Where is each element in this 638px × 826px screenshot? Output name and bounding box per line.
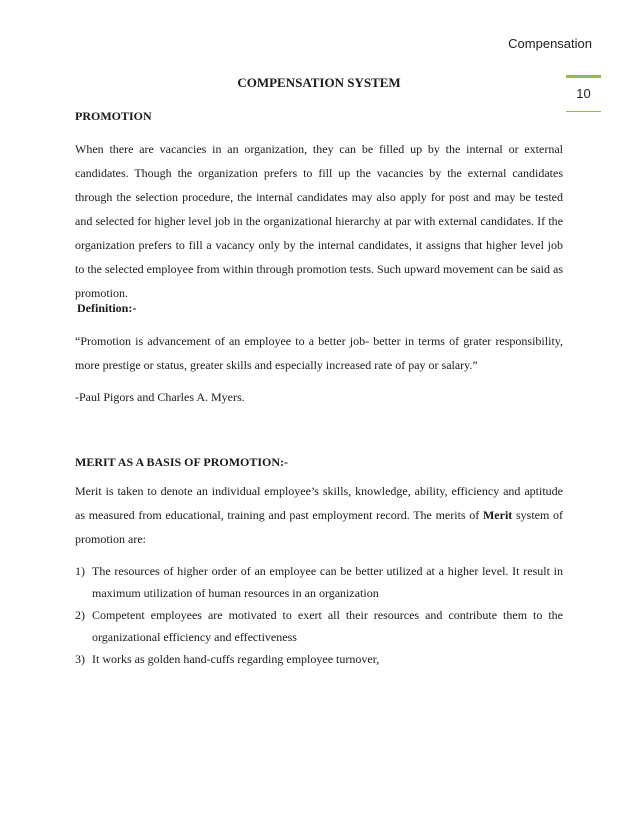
definition-quote: “Promotion is advancement of an employee to a better job- better in terms of grater responsibility, more prestige or status, greater skills and especially increased rate of pay or salary.” — [75, 334, 563, 372]
header-accent-rule-bottom — [566, 111, 601, 112]
list-item-number: 2) — [75, 608, 85, 622]
document-title: COMPENSATION SYSTEM — [237, 75, 401, 90]
merit-paragraph — [75, 479, 563, 551]
definition-heading: Definition:- — [77, 301, 137, 315]
list-item-number: 1) — [75, 564, 85, 578]
merit-paragraph-part2: system of promotion are: — [75, 508, 563, 546]
definition-attribution: -Paul Pigors and Charles A. Myers. — [75, 390, 245, 404]
promotion-heading: PROMOTION — [75, 109, 152, 123]
list-item — [75, 560, 563, 604]
page-number: 10 — [576, 86, 591, 101]
list-item-number: 3) — [75, 652, 85, 666]
list-item-text: Competent employees are motivated to exert all their resources and contribute them to the organizational efficiency and effectiveness — [92, 608, 563, 644]
list-item — [75, 604, 563, 648]
merit-paragraph-bold: Merit — [482, 508, 513, 522]
merit-points-list — [75, 560, 563, 670]
list-item — [75, 648, 563, 670]
merit-heading: MERIT AS A BASIS OF PROMOTION:- — [75, 455, 289, 469]
list-item-text: The resources of higher order of an employee can be better utilized at a higher level. It result in maximum utilization of human resources in an organization — [92, 564, 563, 600]
promotion-paragraph: When there are vacancies in an organization, they can be filled up by the internal or external candidates. Though the organization prefers to fill up the vacancies by the external candidates through the selection procedure, the internal candidates may also apply for post and may be tested and selected for higher level job in the organizational hierarchy at par with external candidates. If the organization prefers to fill a vacancy only by the internal candidates, it assigns that higher level job to the selected employee from within through promotion tests. Such upward movement can be said as promotion. — [75, 142, 563, 300]
list-item-text: It works as golden hand-cuffs regarding employee turnover, — [92, 652, 380, 666]
merit-paragraph-part1: Merit is taken to denote an individual employee’s skills, knowledge, ability, efficiency and aptitude as measured from educational, training and past employment record. The merits of — [75, 484, 563, 522]
running-header-title: Compensation — [508, 36, 592, 51]
